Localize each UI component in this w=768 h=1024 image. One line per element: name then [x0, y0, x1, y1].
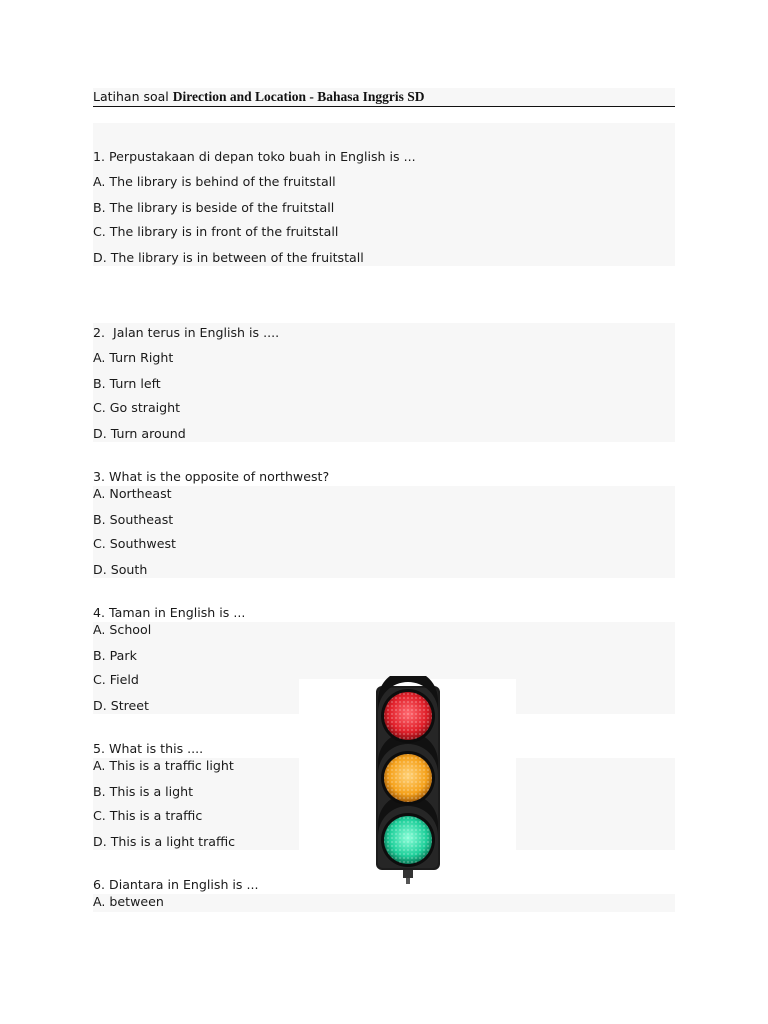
question-1-option-b: B. The library is beside of the fruitstall [93, 200, 335, 215]
question-3-text: 3. What is the opposite of northwest? [93, 469, 330, 484]
question-4-text: 4. Taman in English is ... [93, 605, 246, 620]
question-5-option-d: D. This is a light traffic [93, 834, 236, 849]
question-6-option-a: A. between [93, 894, 164, 909]
question-5-option-c: C. This is a traffic [93, 808, 203, 823]
question-1-option-a: A. The library is behind of the fruitstall [93, 174, 336, 189]
question-5-option-a: A. This is a traffic light [93, 758, 234, 773]
title-prefix: Latihan soal [93, 89, 173, 104]
question-3-option-c: C. Southwest [93, 536, 176, 551]
question-2-option-b: B. Turn left [93, 376, 161, 391]
worksheet-title [93, 88, 675, 107]
traffic-light-icon [366, 676, 450, 888]
question-6-text: 6. Diantara in English is ... [93, 877, 259, 892]
question-1-text: 1. Perpustakaan di depan toko buah in English is ... [93, 149, 416, 164]
question-2-text: 2. Jalan terus in English is .... [93, 325, 280, 340]
question-3-option-a: A. Northeast [93, 486, 172, 501]
question-4-option-a: A. School [93, 622, 152, 637]
question-1-option-d: D. The library is in between of the fruitstall [93, 250, 364, 265]
question-2-option-d: D. Turn around [93, 426, 186, 441]
question-4-option-d: D. Street [93, 698, 149, 713]
question-4-option-c: C. Field [93, 672, 139, 687]
question-1-block [93, 123, 675, 266]
question-2-option-c: C. Go straight [93, 400, 181, 415]
question-3-option-b: B. Southeast [93, 512, 174, 527]
question-3-block [93, 486, 675, 578]
question-4-option-b: B. Park [93, 648, 137, 663]
question-1-option-c: C. The library is in front of the fruitstall [93, 224, 339, 239]
question-3-option-d: D. South [93, 562, 148, 577]
question-2-option-a: A. Turn Right [93, 350, 174, 365]
question-5-option-b: B. This is a light [93, 784, 194, 799]
question-5-text: 5. What is this .... [93, 741, 204, 756]
title-main: Direction and Location - Bahasa Inggris SD [172, 89, 425, 104]
question-6-block [93, 894, 675, 912]
